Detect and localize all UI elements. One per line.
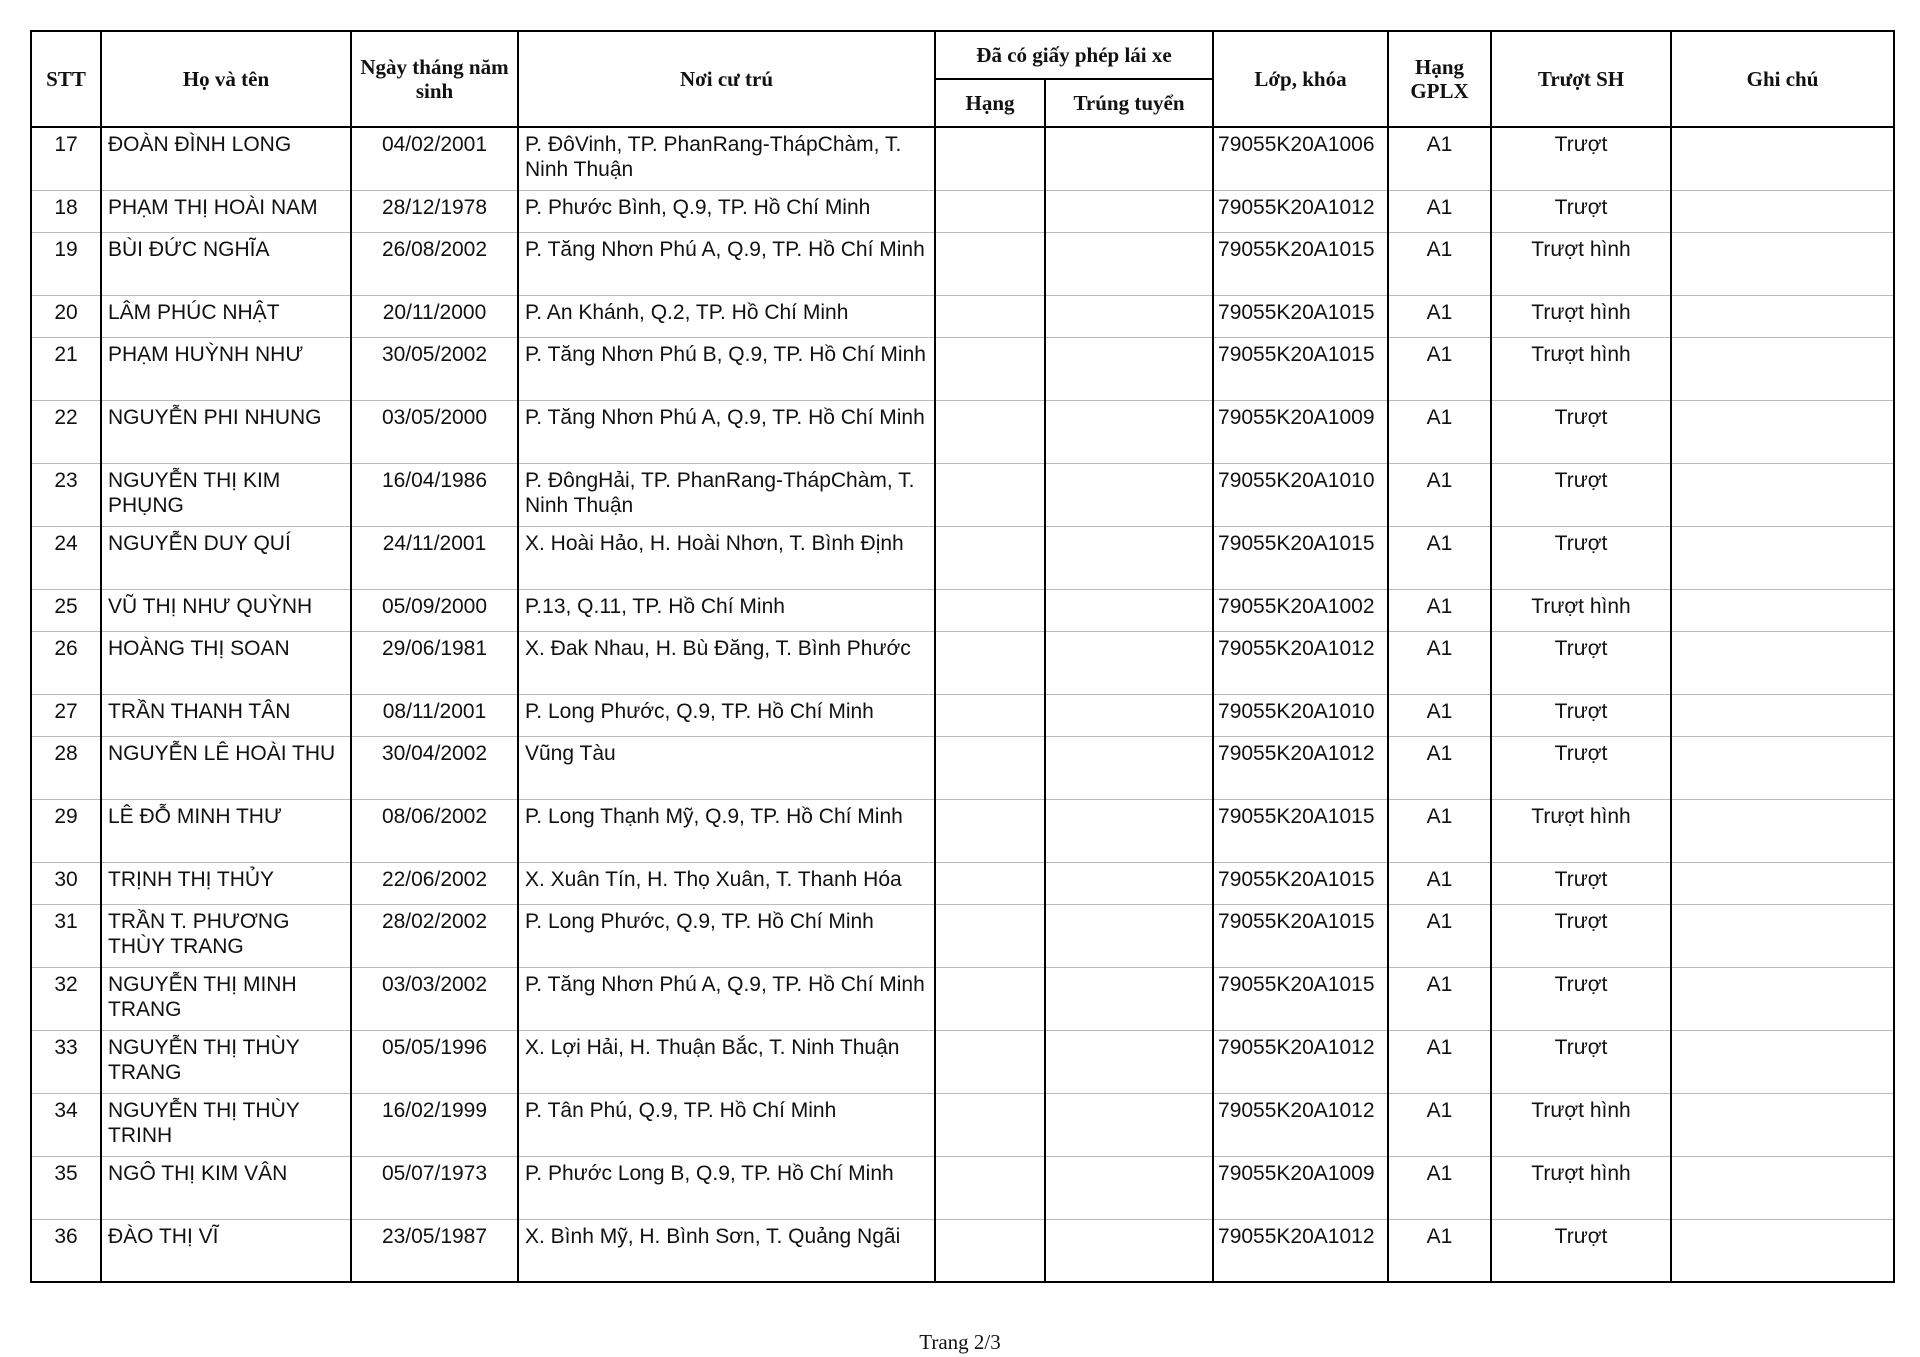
cell-license-passed (1045, 1219, 1213, 1282)
table-row (31, 400, 1894, 463)
cell-class: 79055K20A1009 (1213, 1156, 1388, 1219)
cell-name: BÙI ĐỨC NGHĨA (101, 232, 351, 295)
cell-gplx: A1 (1388, 232, 1491, 295)
cell-stt: 30 (31, 862, 101, 904)
cell-class: 79055K20A1010 (1213, 463, 1388, 526)
cell-name: HOÀNG THỊ SOAN (101, 631, 351, 694)
cell-stt: 24 (31, 526, 101, 589)
cell-dob: 28/02/2002 (351, 904, 518, 967)
cell-note (1671, 1156, 1894, 1219)
cell-gplx: A1 (1388, 463, 1491, 526)
cell-stt: 35 (31, 1156, 101, 1219)
cell-result: Trượt hình (1491, 589, 1671, 631)
cell-stt: 29 (31, 799, 101, 862)
cell-class: 79055K20A1002 (1213, 589, 1388, 631)
cell-class: 79055K20A1012 (1213, 631, 1388, 694)
cell-result: Trượt hình (1491, 1093, 1671, 1156)
cell-stt: 33 (31, 1030, 101, 1093)
cell-result: Trượt (1491, 904, 1671, 967)
header-license-passed: Trúng tuyển (1045, 79, 1213, 127)
cell-dob: 30/04/2002 (351, 736, 518, 799)
cell-license-passed (1045, 463, 1213, 526)
cell-license-rank (935, 694, 1045, 736)
cell-license-passed (1045, 1093, 1213, 1156)
cell-license-passed (1045, 400, 1213, 463)
cell-license-passed (1045, 190, 1213, 232)
cell-gplx: A1 (1388, 337, 1491, 400)
cell-stt: 20 (31, 295, 101, 337)
cell-license-rank (935, 1093, 1045, 1156)
cell-address: X. Đak Nhau, H. Bù Đăng, T. Bình Phước (518, 631, 935, 694)
cell-address: P. Phước Bình, Q.9, TP. Hồ Chí Minh (518, 190, 935, 232)
cell-name: NGUYỄN THỊ THÙY TRINH (101, 1093, 351, 1156)
cell-class: 79055K20A1010 (1213, 694, 1388, 736)
cell-address: P. An Khánh, Q.2, TP. Hồ Chí Minh (518, 295, 935, 337)
cell-gplx: A1 (1388, 631, 1491, 694)
cell-license-passed (1045, 127, 1213, 190)
cell-class: 79055K20A1012 (1213, 736, 1388, 799)
header-stt: STT (31, 31, 101, 127)
cell-license-rank (935, 736, 1045, 799)
cell-stt: 28 (31, 736, 101, 799)
cell-license-rank (935, 1156, 1045, 1219)
cell-class: 79055K20A1015 (1213, 295, 1388, 337)
cell-class: 79055K20A1012 (1213, 190, 1388, 232)
cell-gplx: A1 (1388, 967, 1491, 1030)
cell-dob: 03/03/2002 (351, 967, 518, 1030)
table-row (31, 862, 1894, 904)
cell-gplx: A1 (1388, 526, 1491, 589)
cell-gplx: A1 (1388, 1156, 1491, 1219)
cell-address: P. Long Phước, Q.9, TP. Hồ Chí Minh (518, 904, 935, 967)
cell-license-passed (1045, 967, 1213, 1030)
header-result: Trượt SH (1491, 31, 1671, 127)
cell-result: Trượt hình (1491, 295, 1671, 337)
header-name: Họ và tên (101, 31, 351, 127)
cell-gplx: A1 (1388, 736, 1491, 799)
cell-note (1671, 526, 1894, 589)
roster-table (30, 30, 1895, 1283)
cell-license-rank (935, 526, 1045, 589)
cell-dob: 29/06/1981 (351, 631, 518, 694)
cell-note (1671, 799, 1894, 862)
cell-dob: 16/04/1986 (351, 463, 518, 526)
cell-license-rank (935, 463, 1045, 526)
table-row (31, 1156, 1894, 1219)
table-row (31, 631, 1894, 694)
cell-note (1671, 694, 1894, 736)
cell-stt: 32 (31, 967, 101, 1030)
cell-license-rank (935, 295, 1045, 337)
cell-name: NGUYỄN LÊ HOÀI THU (101, 736, 351, 799)
cell-license-rank (935, 862, 1045, 904)
cell-gplx: A1 (1388, 295, 1491, 337)
cell-class: 79055K20A1012 (1213, 1030, 1388, 1093)
page-number: Trang 2/3 (919, 1330, 1001, 1354)
cell-name: VŨ THỊ NHƯ QUỲNH (101, 589, 351, 631)
cell-license-rank (935, 799, 1045, 862)
cell-address: P. Tân Phú, Q.9, TP. Hồ Chí Minh (518, 1093, 935, 1156)
table-row (31, 127, 1894, 190)
cell-name: NGUYỄN THỊ MINH TRANG (101, 967, 351, 1030)
cell-license-passed (1045, 694, 1213, 736)
cell-note (1671, 190, 1894, 232)
cell-license-rank (935, 904, 1045, 967)
cell-license-rank (935, 967, 1045, 1030)
cell-license-rank (935, 232, 1045, 295)
cell-note (1671, 400, 1894, 463)
table-row (31, 799, 1894, 862)
cell-result: Trượt (1491, 526, 1671, 589)
cell-dob: 08/11/2001 (351, 694, 518, 736)
cell-stt: 17 (31, 127, 101, 190)
cell-result: Trượt (1491, 400, 1671, 463)
cell-address: X. Bình Mỹ, H. Bình Sơn, T. Quảng Ngãi (518, 1219, 935, 1282)
cell-gplx: A1 (1388, 904, 1491, 967)
cell-address: X. Hoài Hảo, H. Hoài Nhơn, T. Bình Định (518, 526, 935, 589)
cell-note (1671, 127, 1894, 190)
header-gplx: Hạng GPLX (1388, 31, 1491, 127)
cell-dob: 24/11/2001 (351, 526, 518, 589)
cell-note (1671, 1093, 1894, 1156)
cell-gplx: A1 (1388, 1219, 1491, 1282)
cell-name: ĐOÀN ĐÌNH LONG (101, 127, 351, 190)
cell-name: PHẠM THỊ HOÀI NAM (101, 190, 351, 232)
cell-dob: 03/05/2000 (351, 400, 518, 463)
cell-result: Trượt (1491, 1030, 1671, 1093)
cell-dob: 30/05/2002 (351, 337, 518, 400)
cell-result: Trượt (1491, 631, 1671, 694)
roster-sheet (30, 30, 1893, 1283)
cell-license-passed (1045, 295, 1213, 337)
cell-dob: 05/09/2000 (351, 589, 518, 631)
table-row (31, 337, 1894, 400)
cell-note (1671, 736, 1894, 799)
cell-name: LÊ ĐỖ MINH THƯ (101, 799, 351, 862)
cell-stt: 31 (31, 904, 101, 967)
cell-address: P. Tăng Nhơn Phú B, Q.9, TP. Hồ Chí Minh (518, 337, 935, 400)
table-row (31, 232, 1894, 295)
cell-class: 79055K20A1006 (1213, 127, 1388, 190)
cell-stt: 25 (31, 589, 101, 631)
cell-address: Vũng Tàu (518, 736, 935, 799)
cell-gplx: A1 (1388, 694, 1491, 736)
cell-class: 79055K20A1012 (1213, 1219, 1388, 1282)
cell-stt: 27 (31, 694, 101, 736)
cell-license-passed (1045, 232, 1213, 295)
cell-result: Trượt hình (1491, 232, 1671, 295)
cell-dob: 05/07/1973 (351, 1156, 518, 1219)
cell-address: P. Long Phước, Q.9, TP. Hồ Chí Minh (518, 694, 935, 736)
cell-name: TRỊNH THỊ THỦY (101, 862, 351, 904)
table-row (31, 694, 1894, 736)
cell-note (1671, 589, 1894, 631)
cell-name: PHẠM HUỲNH NHƯ (101, 337, 351, 400)
table-row (31, 1219, 1894, 1282)
cell-name: NGUYỄN THỊ THÙY TRANG (101, 1030, 351, 1093)
cell-gplx: A1 (1388, 190, 1491, 232)
cell-stt: 22 (31, 400, 101, 463)
header-license-rank: Hạng (935, 79, 1045, 127)
cell-note (1671, 862, 1894, 904)
cell-note (1671, 904, 1894, 967)
cell-license-rank (935, 1219, 1045, 1282)
table-row (31, 904, 1894, 967)
cell-gplx: A1 (1388, 127, 1491, 190)
cell-name: NGUYỄN PHI NHUNG (101, 400, 351, 463)
cell-dob: 04/02/2001 (351, 127, 518, 190)
table-row (31, 589, 1894, 631)
cell-license-passed (1045, 589, 1213, 631)
table-body (31, 127, 1894, 1282)
cell-note (1671, 1030, 1894, 1093)
cell-dob: 22/06/2002 (351, 862, 518, 904)
cell-note (1671, 463, 1894, 526)
cell-name: NGUYỄN DUY QUÍ (101, 526, 351, 589)
cell-dob: 05/05/1996 (351, 1030, 518, 1093)
header-license-group: Đã có giấy phép lái xe (935, 31, 1213, 79)
cell-note (1671, 967, 1894, 1030)
cell-result: Trượt (1491, 127, 1671, 190)
cell-class: 79055K20A1015 (1213, 904, 1388, 967)
cell-license-passed (1045, 631, 1213, 694)
cell-address: P. ĐôngHải, TP. PhanRang-ThápChàm, T. Ninh Thuận (518, 463, 935, 526)
cell-result: Trượt (1491, 463, 1671, 526)
cell-gplx: A1 (1388, 862, 1491, 904)
cell-note (1671, 295, 1894, 337)
cell-result: Trượt hình (1491, 1156, 1671, 1219)
cell-license-passed (1045, 862, 1213, 904)
cell-result: Trượt (1491, 862, 1671, 904)
cell-note (1671, 232, 1894, 295)
cell-stt: 26 (31, 631, 101, 694)
cell-license-rank (935, 127, 1045, 190)
cell-stt: 21 (31, 337, 101, 400)
cell-result: Trượt (1491, 190, 1671, 232)
cell-gplx: A1 (1388, 400, 1491, 463)
cell-class: 79055K20A1015 (1213, 526, 1388, 589)
table-row (31, 736, 1894, 799)
header-dob: Ngày tháng năm sinh (351, 31, 518, 127)
table-row (31, 295, 1894, 337)
cell-license-passed (1045, 526, 1213, 589)
header-note: Ghi chú (1671, 31, 1894, 127)
cell-address: P. Long Thạnh Mỹ, Q.9, TP. Hồ Chí Minh (518, 799, 935, 862)
cell-result: Trượt (1491, 967, 1671, 1030)
cell-license-rank (935, 190, 1045, 232)
cell-gplx: A1 (1388, 1093, 1491, 1156)
cell-gplx: A1 (1388, 1030, 1491, 1093)
cell-address: P. Tăng Nhơn Phú A, Q.9, TP. Hồ Chí Minh (518, 400, 935, 463)
table-row (31, 1093, 1894, 1156)
cell-dob: 23/05/1987 (351, 1219, 518, 1282)
cell-name: TRẦN THANH TÂN (101, 694, 351, 736)
cell-address: X. Lợi Hải, H. Thuận Bắc, T. Ninh Thuận (518, 1030, 935, 1093)
cell-address: P.13, Q.11, TP. Hồ Chí Minh (518, 589, 935, 631)
cell-class: 79055K20A1015 (1213, 337, 1388, 400)
table-row (31, 1030, 1894, 1093)
cell-stt: 23 (31, 463, 101, 526)
cell-license-passed (1045, 904, 1213, 967)
cell-license-rank (935, 631, 1045, 694)
header-address: Nơi cư trú (518, 31, 935, 127)
cell-dob: 08/06/2002 (351, 799, 518, 862)
cell-license-passed (1045, 1156, 1213, 1219)
cell-stt: 34 (31, 1093, 101, 1156)
cell-license-passed (1045, 736, 1213, 799)
cell-note (1671, 337, 1894, 400)
cell-result: Trượt (1491, 1219, 1671, 1282)
header-class: Lớp, khóa (1213, 31, 1388, 127)
table-row (31, 967, 1894, 1030)
cell-name: ĐÀO THỊ VĨ (101, 1219, 351, 1282)
cell-gplx: A1 (1388, 799, 1491, 862)
cell-gplx: A1 (1388, 589, 1491, 631)
table-row (31, 526, 1894, 589)
cell-license-passed (1045, 1030, 1213, 1093)
cell-dob: 26/08/2002 (351, 232, 518, 295)
cell-address: P. ĐôVinh, TP. PhanRang-ThápChàm, T. Ninh Thuận (518, 127, 935, 190)
table-row (31, 463, 1894, 526)
cell-result: Trượt (1491, 736, 1671, 799)
cell-address: X. Xuân Tín, H. Thọ Xuân, T. Thanh Hóa (518, 862, 935, 904)
cell-result: Trượt hình (1491, 799, 1671, 862)
cell-class: 79055K20A1015 (1213, 862, 1388, 904)
cell-stt: 36 (31, 1219, 101, 1282)
cell-note (1671, 631, 1894, 694)
cell-result: Trượt hình (1491, 337, 1671, 400)
cell-stt: 18 (31, 190, 101, 232)
cell-class: 79055K20A1015 (1213, 967, 1388, 1030)
cell-dob: 28/12/1978 (351, 190, 518, 232)
cell-dob: 20/11/2000 (351, 295, 518, 337)
cell-dob: 16/02/1999 (351, 1093, 518, 1156)
cell-name: NGUYỄN THỊ KIM PHỤNG (101, 463, 351, 526)
cell-note (1671, 1219, 1894, 1282)
cell-address: P. Phước Long B, Q.9, TP. Hồ Chí Minh (518, 1156, 935, 1219)
cell-license-rank (935, 400, 1045, 463)
cell-address: P. Tăng Nhơn Phú A, Q.9, TP. Hồ Chí Minh (518, 967, 935, 1030)
cell-license-passed (1045, 799, 1213, 862)
cell-stt: 19 (31, 232, 101, 295)
table-row (31, 190, 1894, 232)
cell-license-rank (935, 1030, 1045, 1093)
cell-class: 79055K20A1015 (1213, 232, 1388, 295)
cell-result: Trượt (1491, 694, 1671, 736)
cell-name: NGÔ THỊ KIM VÂN (101, 1156, 351, 1219)
cell-class: 79055K20A1015 (1213, 799, 1388, 862)
cell-name: TRẦN T. PHƯƠNG THÙY TRANG (101, 904, 351, 967)
cell-class: 79055K20A1009 (1213, 400, 1388, 463)
table-header (31, 31, 1894, 127)
cell-license-rank (935, 589, 1045, 631)
cell-class: 79055K20A1012 (1213, 1093, 1388, 1156)
cell-license-rank (935, 337, 1045, 400)
cell-name: LÂM PHÚC NHẬT (101, 295, 351, 337)
cell-address: P. Tăng Nhơn Phú A, Q.9, TP. Hồ Chí Minh (518, 232, 935, 295)
cell-license-passed (1045, 337, 1213, 400)
